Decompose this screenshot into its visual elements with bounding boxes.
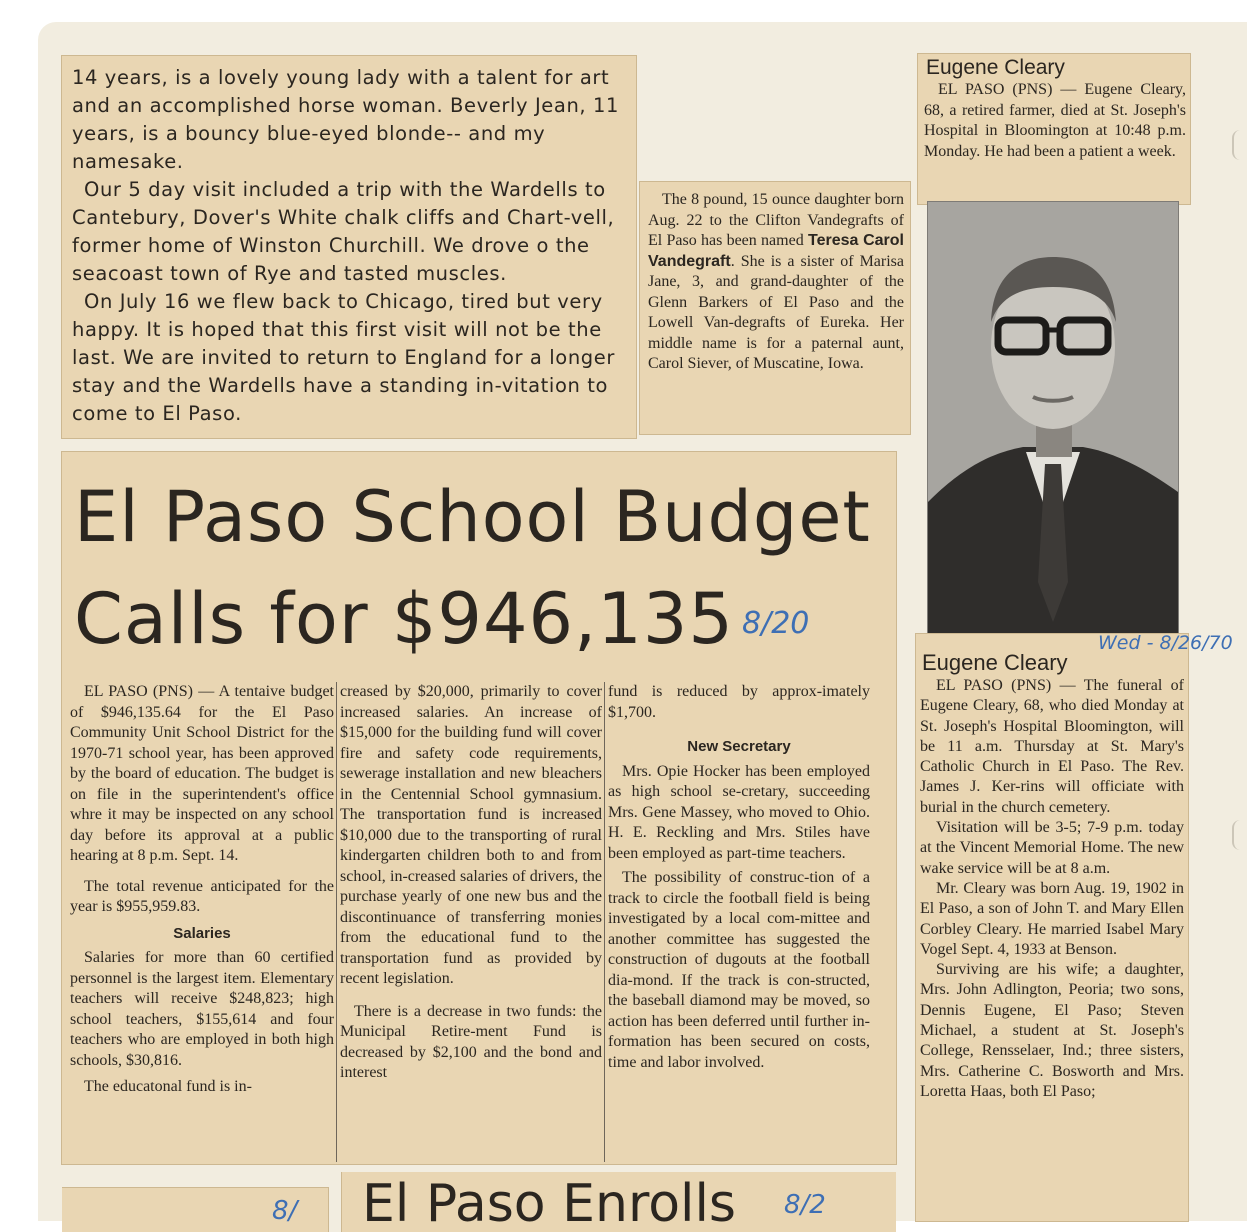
birth-text-start: The 8 pound, 15 ounce daughter born Aug. 22 to the Clifton Vandegrafts of El Paso has been named [648, 191, 904, 249]
death-notice-clipping [918, 54, 1190, 204]
handwritten-date-annotation: 8/2 [784, 1190, 826, 1220]
handwritten-date-annotation: Wed - 8/26/70 [1098, 632, 1233, 654]
obituary-title: Eugene Cleary [922, 650, 1068, 675]
article-paragraph: Mrs. Opie Hocker has been employed as high school se-cretary, succeeding Mrs. Gene Massey, who moved to Ohio. H. E. Reckling and Mrs. Stiles have been employed as part-time teachers. [608, 762, 870, 862]
subheading-salaries: Salaries [173, 924, 231, 942]
article-column-2 [340, 682, 602, 1084]
obituary-paragraph: Visitation will be 3-5; 7-9 p.m. today at the Vincent Memorial Home. The new wake service will be at 8 a.m. [920, 819, 1184, 877]
headline-line-2: Calls for $946,135 [74, 578, 734, 660]
letter-paragraph: On July 16 we flew back to Chicago, tired but very happy. It is hoped that this first visit will not be the last. We are invited to return to England for a longer stay and the Wardells have a standing in-vitation to come to El Paso. [72, 290, 615, 425]
budget-article-clipping [62, 452, 896, 1164]
article-paragraph: Salaries for more than 60 certified personnel is the largest item. Elementary teachers will receive $248,823; high school teachers, $155,614 and four teachers who are employed in both high schools, $30,816. [70, 949, 334, 1069]
portrait-photo [928, 202, 1178, 634]
article-paragraph: There is a decrease in two funds: the Municipal Retire-ment Fund is decreased by $2,100 and the bond and interest [340, 1002, 602, 1081]
subheading-new-secretary: New Secretary [687, 738, 791, 755]
column-divider [336, 682, 337, 1162]
handwritten-date-annotation: 8/20 [742, 606, 810, 641]
obituary-paragraph: Surviving are his wife; a daughter, Mrs. John Adlington, Peoria; two sons, Dennis Eugene, El Paso; Steven Michael, a student at St. Joseph's College, Rensselaer, Ind.; three sisters, Mrs. Catherine C. Bosworth and Mrs. Loretta Haas, both El Paso; [920, 961, 1184, 1100]
article-columns [70, 682, 870, 1162]
page-edge-mark [1232, 820, 1244, 850]
article-column-3 [608, 682, 870, 1073]
birth-announcement-text [640, 182, 910, 375]
death-notice-title: Eugene Cleary [926, 56, 1065, 79]
obituary-paragraph: Mr. Cleary was born Aug. 19, 1902 in El Paso, a son of John T. and Mary Ellen Corbley Cleary. He married Isabel Mary Vogel Sept. 4, 1933 at Benson. [920, 879, 1184, 958]
article-paragraph: The educatonal fund is in- [84, 1078, 252, 1095]
obituary-paragraph: EL PASO (PNS) — The funeral of Eugene Cleary, 68, who died Monday at St. Joseph's Hospital Bloomington, will be 11 a.m. Thursday at St. Mary's Catholic Church in El Paso. The Rev. James J. Ker-rins will officiate with burial in the church cemetery. [920, 677, 1184, 816]
article-column-1 [70, 682, 334, 1098]
obituary-clipping [916, 634, 1188, 1221]
enrolls-headline: El Paso Enrolls [362, 1174, 737, 1232]
article-paragraph: fund is reduced by approx-imately $1,700. [608, 683, 870, 721]
birth-text-end: . She is a sister of Marisa Jane, 3, and grand-daughter of the Glenn Barkers of El Paso and the Lowell Van-degrafts of Eureka. Her middle name is for a paternal aunt, Carol Siever, of Muscatine, Iowa. [648, 252, 904, 372]
letter-paragraph: 14 years, is a lovely young lady with a talent for art and an accomplished horse woman. Beverly Jean, 11 years, is a bouncy blue-eyed blonde-- and my namesake. [72, 66, 620, 173]
article-paragraph: EL PASO (PNS) — A tentaive budget of $946,135.64 for the El Paso Community Unit School District for the 1970-71 school year, has been approved by the board of education. The budget is on file in the superintendent's office whre it may be inspected on any school day before its approval at a public hearing at 8 p.m. Sept. 14. [70, 683, 334, 864]
handwritten-date-annotation: 8/ [272, 1196, 298, 1226]
article-paragraph: creased by $20,000, primarily to cover increased salaries. An increase of $15,000 for the building fund will cover fire and safety code requirements, sewerage installation and new bleachers in the Centennial School gymnasium. The transportation fund is increased $10,000 due to the transporting of rural kindergarten children both to and from school, in-creased salaries of drivers, the purchase yearly of one new bus and the discontinuance of transferring monies from the educational fund to the transportation fund as provided by recent legislation. [340, 683, 602, 987]
travel-letter-clipping [62, 56, 636, 438]
birth-announcement-clipping [640, 182, 910, 434]
letter-paragraph: Our 5 day visit included a trip with the Wardells to Cantebury, Dover's White chalk cliffs and Chart-vell, former home of Winston Churchill. We drove o the seacoast town of Rye and tasted muscles. [72, 178, 615, 285]
portrait-photo-image [928, 202, 1178, 634]
headline-line-1: El Paso School Budget [74, 476, 871, 558]
article-paragraph: The total revenue anticipated for the year is $955,959.83. [70, 877, 334, 915]
article-paragraph: The possibility of construc-tion of a track to circle the football field is being investigated by a local com-mittee and another committee has suggested the construction of dugouts at the football dia-mond. If the track is con-structed, the baseball diamond may be moved, so action has been deferred until further in-formation has been secured on costs, time and labor involved. [608, 869, 870, 1071]
enrolls-article-clipping [62, 1172, 896, 1232]
baby-name: Teresa Carol Vandegraft [648, 232, 905, 270]
death-notice-text: EL PASO (PNS) — Eugene Cleary, 68, a retired farmer, died at St. Joseph's Hospital in Bloomington at 10:48 p.m. Monday. He had been a patient a week. [924, 81, 1186, 160]
page-edge-mark [1232, 130, 1244, 160]
column-divider [604, 682, 605, 1162]
